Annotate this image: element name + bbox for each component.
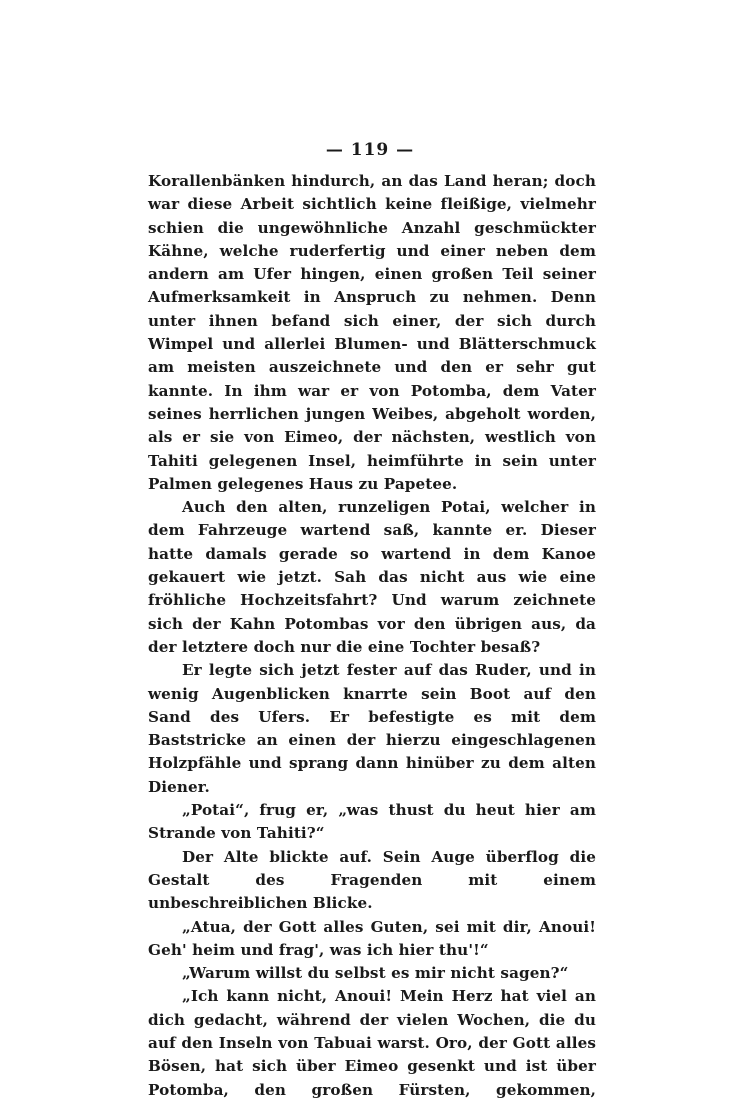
paragraph-5: Der Alte blickte auf. Sein Auge überflog die Gestalt des Fragenden mit einem unbeschreiblichen Blicke. <box>148 847 596 913</box>
paragraph-2: Auch den alten, runzeligen Potai, welcher in dem Fahrzeuge wartend saß, kannte er. Dieser hatte damals gerade so wartend in dem Kanoe gekauert wie jetzt. Sah das nicht aus wie eine fröhliche Hochzeitsfahrt? Und warum zeichnete sich der Kahn Potombas vor den übrigen aus, da der letztere doch nur die eine Tochter besaß? <box>148 498 596 656</box>
paragraph-4: „Potai“, frug er, „was thust du heut hier am Strande von Tahiti?“ <box>148 801 596 843</box>
paragraph-6: „Atua, der Gott alles Guten, sei mit dir, Anoui! Geh' heim und frag', was ich hier thu'!“ <box>148 917 596 959</box>
paragraph-3: Er legte sich jetzt fester auf das Ruder, und in wenig Augenblicken knarrte sein Boot auf den Sand des Ufers. Er befestigte es mit dem Baststricke an einen der hierzu eingeschlagenen Holzpfähle und sprang dann hinüber zu dem alten Diener. <box>148 661 596 796</box>
body-text <box>148 170 596 1102</box>
paragraph-8: „Ich kann nicht, Anoui! Mein Herz hat viel an dich gedacht, während der vielen Wochen, die du auf den Inseln von Tabuai warst. Oro, der Gott alles Bösen, hat sich über Eimeo gesenkt und ist über Potomba, den großen Fürsten, gekommen, <box>148 987 596 1099</box>
page-number: — 119 — <box>325 140 415 160</box>
paragraph-7: „Warum willst du selbst es mir nicht sagen?“ <box>182 964 569 983</box>
paragraph-1: Korallenbänken hindurch, an das Land heran; doch war diese Arbeit sichtlich keine fleißige, vielmehr schien die ungewöhnliche Anzahl geschmückter Kähne, welche ruderfertig und einer neben dem andern am Ufer hingen, einen großen Teil seiner Aufmerksamkeit in Anspruch zu nehmen. Denn unter ihnen befand sich einer, der sich durch Wimpel und allerlei Blumen- und Blätterschmuck am meisten auszeichnete und den er sehr gut kannte. In ihm war er von Potomba, dem Vater seines herrlichen jungen Weibes, abgeholt worden, als er sie von Eimeo, der nächsten, westlich von Tahiti gelegenen Insel, heimführte in sein unter Palmen gelegenes Haus zu Papetee. <box>148 172 596 493</box>
